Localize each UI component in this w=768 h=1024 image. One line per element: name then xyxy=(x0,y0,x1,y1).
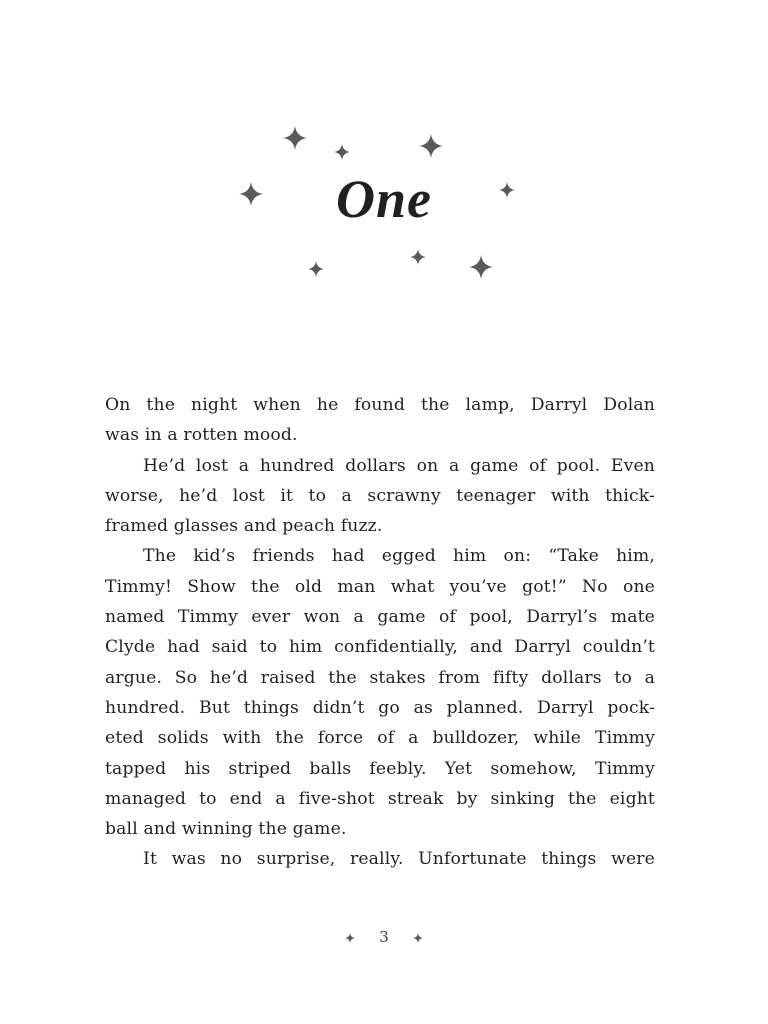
sparkle-icon xyxy=(419,134,443,158)
text-line: argue. So he’d raised the stakes from fifty dollars to a xyxy=(105,667,655,688)
text-line: hundred. But things didn’t go as planned. Darryl pock- xyxy=(105,697,655,718)
sparkle-icon xyxy=(283,126,307,150)
paragraph xyxy=(105,451,655,542)
chapter-body xyxy=(105,390,655,875)
sparkle-icon xyxy=(408,928,428,948)
sparkle-icon xyxy=(340,928,360,948)
text-line: On the night when he found the lamp, Darryl Dolan xyxy=(105,395,655,415)
text-line: framed glasses and peach fuzz. xyxy=(105,516,383,537)
text-line: eted solids with the force of a bulldozer, while Timmy xyxy=(105,728,655,749)
paragraph xyxy=(105,541,655,844)
sparkle-icon xyxy=(334,144,350,160)
text-line: was in a rotten mood. xyxy=(105,425,298,446)
chapter-title: One xyxy=(336,169,432,229)
text-line: Clyde had said to him confidentially, and Darryl couldn’t xyxy=(105,637,655,658)
page-number: 3 xyxy=(379,928,389,946)
paragraph xyxy=(105,390,655,451)
paragraph xyxy=(105,844,655,874)
text-line: worse, he’d lost it to a scrawny teenager with thick- xyxy=(105,485,655,506)
page-footer xyxy=(0,928,768,948)
text-line: The kid’s friends had egged him on: “Take him, xyxy=(143,546,655,567)
text-line: He’d lost a hundred dollars on a game of pool. Even xyxy=(143,455,655,476)
text-line: tapped his striped balls feebly. Yet somehow, Timmy xyxy=(105,758,655,779)
text-line: managed to end a five-shot streak by sinking the eight xyxy=(105,788,655,809)
sparkle-icon xyxy=(308,261,324,277)
text-line: ball and winning the game. xyxy=(105,819,347,840)
sparkle-icon xyxy=(469,255,493,279)
sparkle-icon xyxy=(410,249,426,265)
text-line: Timmy! Show the old man what you’ve got!” No one xyxy=(105,576,655,597)
text-line: It was no surprise, really. Unfortunate things were xyxy=(143,849,655,870)
text-line: named Timmy ever won a game of pool, Darryl’s mate xyxy=(105,607,655,628)
